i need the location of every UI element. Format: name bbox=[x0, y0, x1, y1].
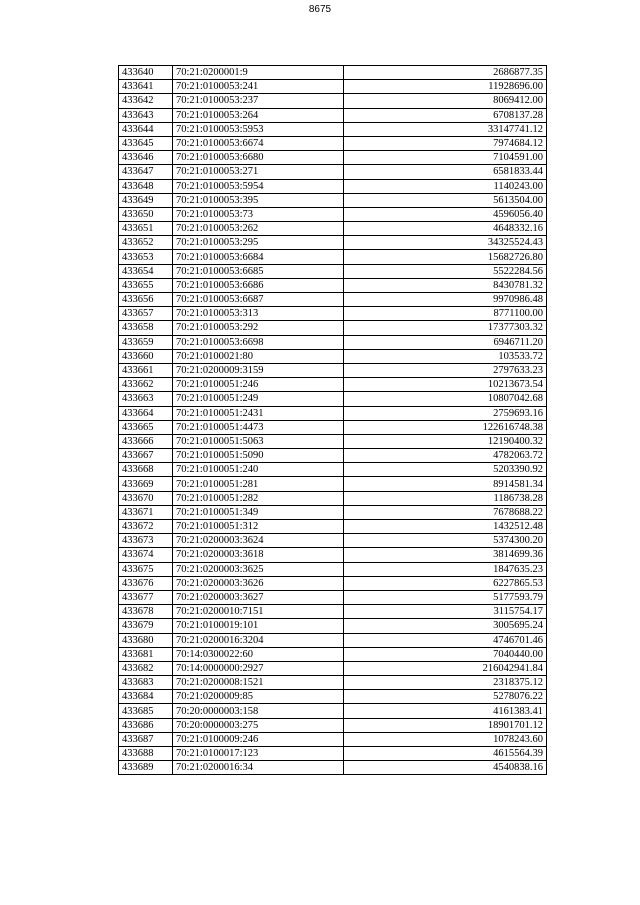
cadastral-value-cell: 1847635.23 bbox=[344, 562, 547, 576]
cadastral-number-cell: 70:21:0100053:262 bbox=[173, 222, 344, 236]
table-row bbox=[119, 661, 547, 675]
row-number-cell: 433661 bbox=[119, 363, 173, 377]
table-row bbox=[119, 179, 547, 193]
cadastral-value-cell: 11928696.00 bbox=[344, 80, 547, 94]
cadastral-number-cell: 70:21:0200008:1521 bbox=[173, 676, 344, 690]
table-row bbox=[119, 250, 547, 264]
row-number-cell: 433682 bbox=[119, 661, 173, 675]
cadastral-number-cell: 70:21:0100053:6687 bbox=[173, 293, 344, 307]
cadastral-value-cell: 5613504.00 bbox=[344, 193, 547, 207]
cadastral-value-cell: 6708137.28 bbox=[344, 108, 547, 122]
table-row bbox=[119, 264, 547, 278]
cadastral-number-cell: 70:21:0100051:2431 bbox=[173, 406, 344, 420]
cadastral-value-cell: 9970986.48 bbox=[344, 293, 547, 307]
row-number-cell: 433666 bbox=[119, 434, 173, 448]
cadastral-number-cell: 70:21:0100053:6686 bbox=[173, 278, 344, 292]
cadastral-number-cell: 70:21:0100053:313 bbox=[173, 307, 344, 321]
row-number-cell: 433678 bbox=[119, 605, 173, 619]
cadastral-value-cell: 2759693.16 bbox=[344, 406, 547, 420]
row-number-cell: 433643 bbox=[119, 108, 173, 122]
cadastral-value-cell: 3115754.17 bbox=[344, 605, 547, 619]
cadastral-value-cell: 4161383.41 bbox=[344, 704, 547, 718]
cadastral-number-cell: 70:21:0200001:9 bbox=[173, 66, 344, 80]
row-number-cell: 433665 bbox=[119, 420, 173, 434]
table-body bbox=[119, 66, 547, 775]
cadastral-number-cell: 70:21:0200009:85 bbox=[173, 690, 344, 704]
row-number-cell: 433677 bbox=[119, 590, 173, 604]
cadastral-value-cell: 7040440.00 bbox=[344, 647, 547, 661]
cadastral-value-cell: 5374300.20 bbox=[344, 534, 547, 548]
table-row bbox=[119, 378, 547, 392]
table-row bbox=[119, 690, 547, 704]
table-row bbox=[119, 151, 547, 165]
cadastral-value-cell: 3814699.36 bbox=[344, 548, 547, 562]
row-number-cell: 433655 bbox=[119, 278, 173, 292]
table-row bbox=[119, 520, 547, 534]
cadastral-number-cell: 70:14:0300022:60 bbox=[173, 647, 344, 661]
cadastral-number-cell: 70:21:0200003:3626 bbox=[173, 576, 344, 590]
row-number-cell: 433654 bbox=[119, 264, 173, 278]
row-number-cell: 433657 bbox=[119, 307, 173, 321]
cadastral-value-cell: 1140243.00 bbox=[344, 179, 547, 193]
row-number-cell: 433667 bbox=[119, 449, 173, 463]
row-number-cell: 433671 bbox=[119, 505, 173, 519]
table-row bbox=[119, 704, 547, 718]
cadastral-number-cell: 70:21:0100053:241 bbox=[173, 80, 344, 94]
row-number-cell: 433647 bbox=[119, 165, 173, 179]
table-row bbox=[119, 747, 547, 761]
cadastral-value-cell: 33147741.12 bbox=[344, 122, 547, 136]
table-row bbox=[119, 477, 547, 491]
cadastral-value-cell: 5522284.56 bbox=[344, 264, 547, 278]
cadastral-value-cell: 1186738.28 bbox=[344, 491, 547, 505]
cadastral-number-cell: 70:21:0100051:349 bbox=[173, 505, 344, 519]
table-row bbox=[119, 548, 547, 562]
cadastral-number-cell: 70:20:0000003:275 bbox=[173, 718, 344, 732]
cadastral-value-cell: 103533.72 bbox=[344, 349, 547, 363]
row-number-cell: 433689 bbox=[119, 761, 173, 775]
cadastral-value-cell: 4746701.46 bbox=[344, 633, 547, 647]
cadastral-number-cell: 70:21:0100053:6698 bbox=[173, 335, 344, 349]
row-number-cell: 433649 bbox=[119, 193, 173, 207]
row-number-cell: 433646 bbox=[119, 151, 173, 165]
cadastral-value-cell: 8771100.00 bbox=[344, 307, 547, 321]
cadastral-value-cell: 8914581.34 bbox=[344, 477, 547, 491]
cadastral-number-cell: 70:21:0100051:246 bbox=[173, 378, 344, 392]
cadastral-value-cell: 7974684.12 bbox=[344, 136, 547, 150]
cadastral-value-cell: 216042941.84 bbox=[344, 661, 547, 675]
row-number-cell: 433645 bbox=[119, 136, 173, 150]
table-row bbox=[119, 363, 547, 377]
cadastral-number-cell: 70:21:0100053:271 bbox=[173, 165, 344, 179]
table-row bbox=[119, 136, 547, 150]
table-row bbox=[119, 321, 547, 335]
table-row bbox=[119, 534, 547, 548]
table-row bbox=[119, 80, 547, 94]
cadastral-value-cell: 7104591.00 bbox=[344, 151, 547, 165]
table-row bbox=[119, 449, 547, 463]
cadastral-value-cell: 4540838.16 bbox=[344, 761, 547, 775]
table-row bbox=[119, 307, 547, 321]
row-number-cell: 433656 bbox=[119, 293, 173, 307]
cadastral-number-cell: 70:21:0100009:246 bbox=[173, 732, 344, 746]
cadastral-value-cell: 4596056.40 bbox=[344, 207, 547, 221]
row-number-cell: 433658 bbox=[119, 321, 173, 335]
cadastral-value-cell: 15682726.80 bbox=[344, 250, 547, 264]
table-row bbox=[119, 718, 547, 732]
table-row bbox=[119, 165, 547, 179]
cadastral-value-cell: 4782063.72 bbox=[344, 449, 547, 463]
cadastral-value-cell: 1432512.48 bbox=[344, 520, 547, 534]
row-number-cell: 433641 bbox=[119, 80, 173, 94]
row-number-cell: 433675 bbox=[119, 562, 173, 576]
cadastral-value-cell: 2686877.35 bbox=[344, 66, 547, 80]
cadastral-number-cell: 70:21:0100051:5090 bbox=[173, 449, 344, 463]
table-row bbox=[119, 94, 547, 108]
cadastral-number-cell: 70:21:0200009:3159 bbox=[173, 363, 344, 377]
row-number-cell: 433672 bbox=[119, 520, 173, 534]
page-number: 8675 bbox=[308, 4, 332, 15]
cadastral-number-cell: 70:21:0100051:282 bbox=[173, 491, 344, 505]
cadastral-number-cell: 70:21:0100051:240 bbox=[173, 463, 344, 477]
row-number-cell: 433642 bbox=[119, 94, 173, 108]
cadastral-number-cell: 70:21:0100053:5953 bbox=[173, 122, 344, 136]
table-row bbox=[119, 732, 547, 746]
table-row bbox=[119, 66, 547, 80]
row-number-cell: 433648 bbox=[119, 179, 173, 193]
table-row bbox=[119, 647, 547, 661]
table-row bbox=[119, 207, 547, 221]
cadastral-value-cell: 18901701.12 bbox=[344, 718, 547, 732]
table-row bbox=[119, 293, 547, 307]
cadastral-number-cell: 70:21:0100053:5954 bbox=[173, 179, 344, 193]
row-number-cell: 433660 bbox=[119, 349, 173, 363]
cadastral-number-cell: 70:21:0100053:292 bbox=[173, 321, 344, 335]
table-row bbox=[119, 236, 547, 250]
table-row bbox=[119, 590, 547, 604]
cadastral-number-cell: 70:21:0100053:6680 bbox=[173, 151, 344, 165]
cadastral-value-cell: 34325524.43 bbox=[344, 236, 547, 250]
table-row bbox=[119, 392, 547, 406]
cadastral-value-cell: 2318375.12 bbox=[344, 676, 547, 690]
cadastral-value-table bbox=[118, 65, 547, 775]
cadastral-value-cell: 10807042.68 bbox=[344, 392, 547, 406]
table-row bbox=[119, 335, 547, 349]
cadastral-number-cell: 70:21:0100053:295 bbox=[173, 236, 344, 250]
cadastral-value-cell: 5203390.92 bbox=[344, 463, 547, 477]
row-number-cell: 433663 bbox=[119, 392, 173, 406]
cadastral-number-cell: 70:21:0100053:6684 bbox=[173, 250, 344, 264]
table-row bbox=[119, 761, 547, 775]
cadastral-number-cell: 70:20:0000003:158 bbox=[173, 704, 344, 718]
row-number-cell: 433662 bbox=[119, 378, 173, 392]
row-number-cell: 433687 bbox=[119, 732, 173, 746]
cadastral-number-cell: 70:21:0200003:3618 bbox=[173, 548, 344, 562]
row-number-cell: 433669 bbox=[119, 477, 173, 491]
row-number-cell: 433673 bbox=[119, 534, 173, 548]
row-number-cell: 433651 bbox=[119, 222, 173, 236]
cadastral-number-cell: 70:21:0100021:80 bbox=[173, 349, 344, 363]
cadastral-value-cell: 8430781.32 bbox=[344, 278, 547, 292]
cadastral-value-cell: 2797633.23 bbox=[344, 363, 547, 377]
table-row bbox=[119, 505, 547, 519]
table-row bbox=[119, 434, 547, 448]
cadastral-number-cell: 70:21:0200016:3204 bbox=[173, 633, 344, 647]
cadastral-number-cell: 70:21:0100019:101 bbox=[173, 619, 344, 633]
table-row bbox=[119, 605, 547, 619]
cadastral-number-cell: 70:21:0100053:237 bbox=[173, 94, 344, 108]
cadastral-number-cell: 70:21:0100051:4473 bbox=[173, 420, 344, 434]
cadastral-number-cell: 70:21:0200003:3627 bbox=[173, 590, 344, 604]
row-number-cell: 433640 bbox=[119, 66, 173, 80]
cadastral-value-cell: 5177593.79 bbox=[344, 590, 547, 604]
cadastral-number-cell: 70:21:0100053:6685 bbox=[173, 264, 344, 278]
table-row bbox=[119, 562, 547, 576]
row-number-cell: 433680 bbox=[119, 633, 173, 647]
table-row bbox=[119, 122, 547, 136]
cadastral-value-cell: 6227865.53 bbox=[344, 576, 547, 590]
row-number-cell: 433688 bbox=[119, 747, 173, 761]
row-number-cell: 433653 bbox=[119, 250, 173, 264]
table-row bbox=[119, 463, 547, 477]
cadastral-value-cell: 17377303.32 bbox=[344, 321, 547, 335]
row-number-cell: 433670 bbox=[119, 491, 173, 505]
cadastral-number-cell: 70:21:0200016:34 bbox=[173, 761, 344, 775]
cadastral-number-cell: 70:21:0200003:3625 bbox=[173, 562, 344, 576]
cadastral-value-cell: 5278076.22 bbox=[344, 690, 547, 704]
row-number-cell: 433679 bbox=[119, 619, 173, 633]
cadastral-value-cell: 4648332.16 bbox=[344, 222, 547, 236]
cadastral-value-cell: 3005695.24 bbox=[344, 619, 547, 633]
row-number-cell: 433644 bbox=[119, 122, 173, 136]
cadastral-value-cell: 1078243.60 bbox=[344, 732, 547, 746]
table-row bbox=[119, 676, 547, 690]
row-number-cell: 433668 bbox=[119, 463, 173, 477]
row-number-cell: 433676 bbox=[119, 576, 173, 590]
row-number-cell: 433650 bbox=[119, 207, 173, 221]
cadastral-number-cell: 70:21:0100017:123 bbox=[173, 747, 344, 761]
cadastral-value-cell: 10213673.54 bbox=[344, 378, 547, 392]
cadastral-number-cell: 70:21:0100053:264 bbox=[173, 108, 344, 122]
table-row bbox=[119, 193, 547, 207]
cadastral-value-cell: 122616748.38 bbox=[344, 420, 547, 434]
cadastral-number-cell: 70:21:0100053:395 bbox=[173, 193, 344, 207]
cadastral-number-cell: 70:21:0100051:249 bbox=[173, 392, 344, 406]
table-row bbox=[119, 278, 547, 292]
row-number-cell: 433664 bbox=[119, 406, 173, 420]
row-number-cell: 433674 bbox=[119, 548, 173, 562]
cadastral-number-cell: 70:21:0100053:73 bbox=[173, 207, 344, 221]
table-row bbox=[119, 633, 547, 647]
row-number-cell: 433683 bbox=[119, 676, 173, 690]
cadastral-value-cell: 7678688.22 bbox=[344, 505, 547, 519]
table-row bbox=[119, 108, 547, 122]
cadastral-number-cell: 70:21:0200010:7151 bbox=[173, 605, 344, 619]
table-row bbox=[119, 349, 547, 363]
table-row bbox=[119, 420, 547, 434]
cadastral-value-cell: 6581833.44 bbox=[344, 165, 547, 179]
row-number-cell: 433686 bbox=[119, 718, 173, 732]
table-row bbox=[119, 576, 547, 590]
cadastral-number-cell: 70:21:0100053:6674 bbox=[173, 136, 344, 150]
cadastral-number-cell: 70:21:0100051:5063 bbox=[173, 434, 344, 448]
cadastral-number-cell: 70:21:0100051:312 bbox=[173, 520, 344, 534]
row-number-cell: 433681 bbox=[119, 647, 173, 661]
cadastral-number-cell: 70:21:0100051:281 bbox=[173, 477, 344, 491]
table-row bbox=[119, 619, 547, 633]
cadastral-value-cell: 6946711.20 bbox=[344, 335, 547, 349]
cadastral-number-cell: 70:14:0000000:2927 bbox=[173, 661, 344, 675]
row-number-cell: 433684 bbox=[119, 690, 173, 704]
cadastral-value-cell: 4615564.39 bbox=[344, 747, 547, 761]
table-row bbox=[119, 491, 547, 505]
table-row bbox=[119, 222, 547, 236]
cadastral-value-cell: 8069412.00 bbox=[344, 94, 547, 108]
row-number-cell: 433659 bbox=[119, 335, 173, 349]
table-row bbox=[119, 406, 547, 420]
row-number-cell: 433685 bbox=[119, 704, 173, 718]
cadastral-value-cell: 12190400.32 bbox=[344, 434, 547, 448]
cadastral-number-cell: 70:21:0200003:3624 bbox=[173, 534, 344, 548]
row-number-cell: 433652 bbox=[119, 236, 173, 250]
